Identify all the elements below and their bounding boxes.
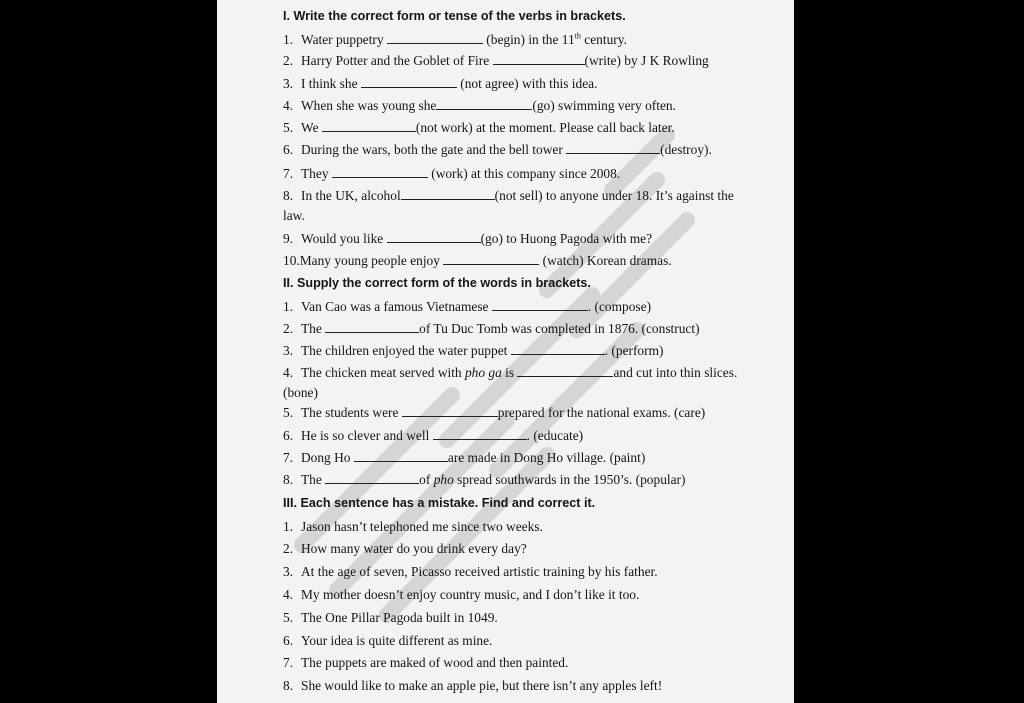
s3-item-6: 6. Your idea is quite different as mine.: [283, 633, 493, 648]
s1-item-3: 3. I think she (not agree) with this idea.: [283, 76, 598, 91]
s1-item-4: 4. When she was young she (go) swimming very often.: [283, 98, 676, 113]
worksheet-page: [217, 0, 794, 703]
s3-item-4: 4. My mother doesn’t enjoy country music, and I don’t like it too.: [283, 587, 640, 602]
s1-item-7: 7. They (work) at this company since 2008.: [283, 166, 621, 181]
s1-item-2: 2. Harry Potter and the Goblet of Fire (write) by J K Rowling: [283, 53, 709, 68]
s2-item-1: 1. Van Cao was a famous Vietnamese . (compose): [283, 299, 652, 314]
section-1-heading: I. Write the correct form or tense of the verbs in brackets.: [283, 9, 626, 23]
s1-item-9: 9. Would you like (go) to Huong Pagoda with me?: [283, 231, 653, 246]
s2-item-6: 6. He is so clever and well . (educate): [283, 428, 584, 443]
s1-item-8: 8. In the UK, alcohol (not sell) to anyone under 18. It’s against the: [283, 188, 734, 203]
s2-item-5: 5. The students were prepared for the national exams. (care): [283, 405, 706, 420]
s3-item-3: 3. At the age of seven, Picasso received artistic training by his father.: [283, 564, 658, 579]
s2-item-4-cont: (bone): [283, 385, 318, 400]
s2-item-2: 2. The of Tu Duc Tomb was completed in 1876. (construct): [283, 321, 700, 336]
s3-item-2: 2. How many water do you drink every day?: [283, 541, 527, 556]
s2-item-8: 8. The of pho spread southwards in the 1950’s. (popular): [283, 472, 686, 487]
section-3-heading: III. Each sentence has a mistake. Find and correct it.: [283, 496, 596, 510]
s1-item-10: 10.Many young people enjoy (watch) Korean dramas.: [283, 253, 672, 268]
s3-item-1: 1. Jason hasn’t telephoned me since two weeks.: [283, 519, 543, 534]
s1-item-8-cont: law.: [283, 208, 305, 223]
s2-item-7: 7. Dong Ho are made in Dong Ho village. (paint): [283, 450, 646, 465]
s3-item-5: 5. The One Pillar Pagoda built in 1049.: [283, 610, 498, 625]
s3-item-7: 7. The puppets are maked of wood and then painted.: [283, 655, 569, 670]
s1-item-1: 1. Water puppetry (begin) in the 11th century.: [283, 31, 627, 47]
section-2-heading: II. Supply the correct form of the words in brackets.: [283, 276, 591, 290]
s1-item-5: 5. We (not work) at the moment. Please call back later.: [283, 120, 675, 135]
s2-item-3: 3. The children enjoyed the water puppet . (perform): [283, 343, 664, 358]
s3-item-8: 8. She would like to make an apple pie, but there isn’t any apples left!: [283, 678, 663, 693]
s2-item-4: 4. The chicken meat served with pho ga is and cut into thin slices.: [283, 365, 738, 380]
s1-item-6: 6. During the wars, both the gate and the bell tower (destroy).: [283, 142, 712, 157]
